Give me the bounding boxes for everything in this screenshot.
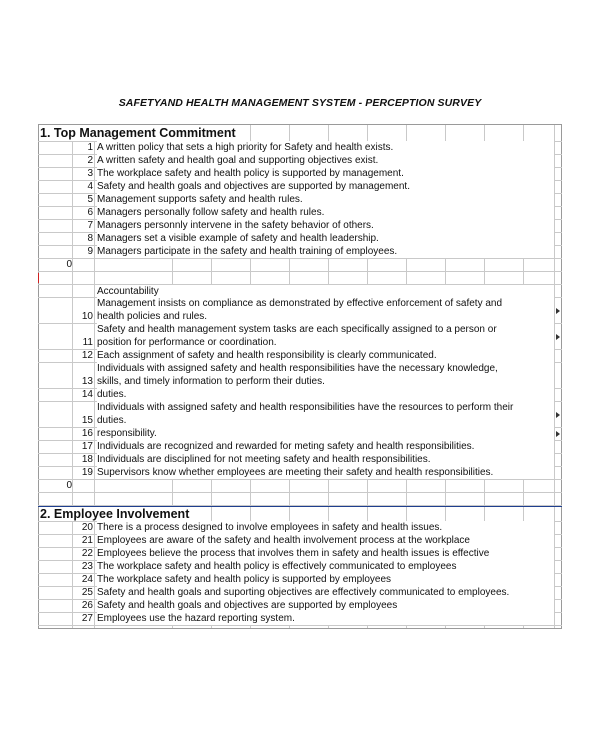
item-text: Employees are aware of the safety and health involvement process at the workplace [97,534,554,547]
item-text: Employees use the hazard reporting system. [97,612,554,625]
item-text: Individuals are disciplined for not meeting safety and health responsibilities. [97,453,554,466]
item-number: 16 [81,428,93,439]
item-text: Safety and health goals and suporting objectives are effectively communicated to employees. [97,586,554,599]
item-text: There is a process designed to involve employees in safety and health issues. [97,521,554,534]
survey-row[interactable] [38,440,562,453]
total-row[interactable] [38,479,562,492]
item-number: 27 [81,613,93,624]
item-number: 5 [87,194,93,205]
gridline [38,625,562,626]
item-number: 21 [81,535,93,546]
survey-row[interactable] [38,323,562,349]
survey-row[interactable] [38,453,562,466]
item-number: 23 [81,561,93,572]
survey-row[interactable] [38,534,562,547]
subsection-heading: Accountability [97,285,554,298]
overflow-indicator-icon [556,412,560,418]
item-text-line: duties. [97,414,554,427]
item-text: Safety and health goals and objectives are supported by employees [97,599,554,612]
survey-row[interactable] [38,154,562,167]
item-text-line: Safety and health management system tasks are each specifically assigned to a person or [97,323,554,336]
item-number: 14 [81,389,93,400]
survey-row[interactable] [38,245,562,258]
item-text: A written policy that sets a high priority for Safety and health exists. [97,141,554,154]
overflow-indicator-icon [556,431,560,437]
item-number: 11 [82,337,93,348]
item-number: 4 [87,181,93,192]
section-rule [38,506,226,507]
item-text-line: Individuals with assigned safety and health responsibilities have the resources to perform their [97,401,554,414]
item-text: Managers personnly intervene in the safety behavior of others. [97,219,554,232]
item-text-line: position for performance or coordination. [97,336,554,349]
survey-row[interactable] [38,573,562,586]
item-number: 6 [87,207,93,218]
item-text: Individuals are recognized and rewarded for meting safety and health responsibilities. [97,440,554,453]
item-number: 20 [81,522,93,533]
total-row[interactable] [38,258,562,271]
section-total: 0 [66,259,72,270]
survey-row[interactable] [38,180,562,193]
item-text: Managers personally follow safety and health rules. [97,206,554,219]
item-number: 3 [87,168,93,179]
item-number: 22 [81,548,93,559]
item-text-line: skills, and timely information to perform their duties. [97,375,554,388]
item-text: The workplace safety and health policy is supported by employees [97,573,554,586]
survey-row[interactable] [38,232,562,245]
item-number: 19 [81,467,93,478]
item-number: 7 [87,220,93,231]
survey-row[interactable] [38,612,562,625]
section-heading-row [38,124,562,142]
survey-row[interactable] [38,560,562,573]
overflow-indicator-icon [556,308,560,314]
item-number: 18 [81,454,93,465]
gridline [38,492,562,493]
item-text: responsibility. [97,427,554,440]
survey-row[interactable] [38,427,562,440]
section-heading: 2. Employee Involvement [40,506,193,522]
item-text: A written safety and health goal and supporting objectives exist. [97,154,554,167]
survey-row[interactable] [38,297,562,323]
section-heading: 1. Top Management Commitment [40,125,240,141]
section-total: 0 [66,480,72,491]
item-number: 1 [87,142,93,153]
overflow-indicator-icon [556,334,560,340]
item-text: Employees believe the process that involves them in safety and health issues is effective [97,547,554,560]
item-text-line: Management insists on compliance as demonstrated by effective enforcement of safety and [97,297,554,310]
survey-row[interactable] [38,401,562,427]
item-number: 26 [81,600,93,611]
subsection-row [38,284,562,297]
item-text: Management supports safety and health rules. [97,193,554,206]
item-number: 2 [87,155,93,166]
section-heading-row [38,505,562,522]
survey-row[interactable] [38,141,562,154]
cell-cursor-mark [38,273,39,283]
item-text-line: Individuals with assigned safety and health responsibilities have the necessary knowledge, [97,362,554,375]
survey-row[interactable] [38,547,562,560]
item-text: duties. [97,388,554,401]
item-number: 9 [87,246,93,257]
item-number: 10 [81,311,93,322]
item-number: 15 [81,415,93,426]
item-number: 25 [81,587,93,598]
item-text-line: health policies and rules. [97,310,554,323]
item-text: The workplace safety and health policy is supported by management. [97,167,554,180]
survey-row[interactable] [38,362,562,388]
document-title: SAFETYAND HEALTH MANAGEMENT SYSTEM - PERCEPTION SURVEY [118,97,482,109]
item-text: Managers set a visible example of safety and health leadership. [97,232,554,245]
survey-row[interactable] [38,466,562,479]
survey-row[interactable] [38,599,562,612]
item-number: 17 [81,441,93,452]
spreadsheet-grid [38,124,562,629]
item-number: 8 [87,233,93,244]
survey-row[interactable] [38,206,562,219]
survey-row[interactable] [38,388,562,401]
survey-row[interactable] [38,219,562,232]
survey-row[interactable] [38,349,562,362]
item-number: 12 [81,350,93,361]
survey-row[interactable] [38,521,562,534]
survey-row[interactable] [38,586,562,599]
item-text: Each assignment of safety and health responsibility is clearly communicated. [97,349,554,362]
item-text: Safety and health goals and objectives are supported by management. [97,180,554,193]
item-text: The workplace safety and health policy is effectively communicated to employees [97,560,554,573]
gridline [38,271,562,272]
item-number: 24 [81,574,93,585]
survey-row[interactable] [38,193,562,206]
survey-row[interactable] [38,167,562,180]
item-text: Supervisors know whether employees are meeting their safety and health responsibilities. [97,466,554,479]
item-number: 13 [81,376,93,387]
section-rule [226,506,562,507]
item-text: Managers participate in the safety and health training of employees. [97,245,554,258]
